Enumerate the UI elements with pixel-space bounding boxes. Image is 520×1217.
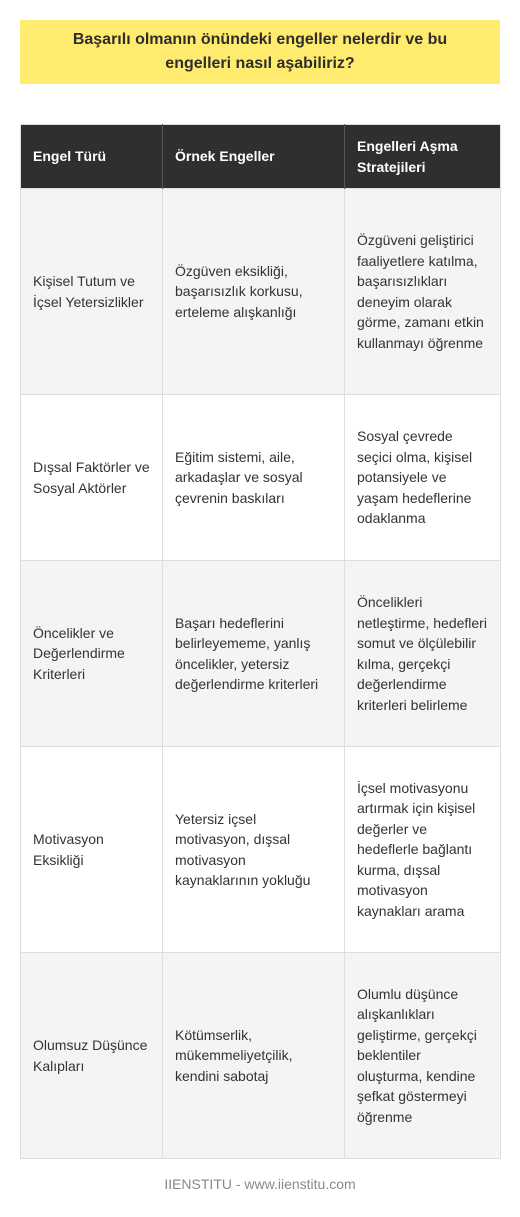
cell-strategies: İçsel motivasyonu artırmak için kişisel değerler ve hedeflerle bağlantı kurma, dışsal motivasyon kaynakları arama [345,747,501,953]
cell-strategies: Olumlu düşünce alışkanlıkları geliştirme, gerçekçi beklentiler oluşturma, kendine şefkat göstermeyi öğrenme [345,953,501,1159]
table-row [21,953,501,1159]
cell-type: Kişisel Tutum ve İçsel Yetersizlikler [21,189,163,395]
cell-type: Olumsuz Düşünce Kalıpları [21,953,163,1159]
page-title: Başarılı olmanın önündeki engeller nelerdir ve bu engelleri nasıl aşabiliriz? [72,31,448,72]
column-header-type: Engel Türü [21,125,163,189]
cell-type: Öncelikler ve Değerlendirme Kriterleri [21,561,163,747]
table-row [21,189,501,395]
cell-type: Motivasyon Eksikliği [21,747,163,953]
table-row [21,395,501,561]
cell-examples: Yetersiz içsel motivasyon, dışsal motivasyon kaynaklarının yokluğu [163,747,345,953]
footer-credit: IIENSTITU - www.iienstitu.com [164,1176,356,1192]
cell-strategies: Öncelikleri netleştirme, hedefleri somut ve ölçülebilir kılma, gerçekçi değerlendirme kriterleri belirleme [345,561,501,747]
title-banner [20,20,500,84]
table-row [21,561,501,747]
cell-examples: Başarı hedeflerini belirleyememe, yanlış öncelikler, yetersiz değerlendirme kriterleri [163,561,345,747]
cell-strategies: Sosyal çevrede seçici olma, kişisel potansiyele ve yaşam hedeflerine odaklanma [345,395,501,561]
cell-examples: Eğitim sistemi, aile, arkadaşlar ve sosyal çevrenin baskıları [163,395,345,561]
obstacles-table [20,124,501,1159]
table-row [21,747,501,953]
table-header [21,125,501,189]
cell-strategies: Özgüveni geliştirici faaliyetlere katılma, başarısızlıkları deneyim olarak görme, zamanı etkin kullanmayı öğrenme [345,189,501,395]
column-header-strategies: Engelleri Aşma Stratejileri [345,125,501,189]
cell-type: Dışsal Faktörler ve Sosyal Aktörler [21,395,163,561]
column-header-examples: Örnek Engeller [163,125,345,189]
table-body [21,189,501,1159]
cell-examples: Kötümserlik, mükemmeliyetçilik, kendini sabotaj [163,953,345,1159]
cell-examples: Özgüven eksikliği, başarısızlık korkusu, erteleme alışkanlığı [163,189,345,395]
